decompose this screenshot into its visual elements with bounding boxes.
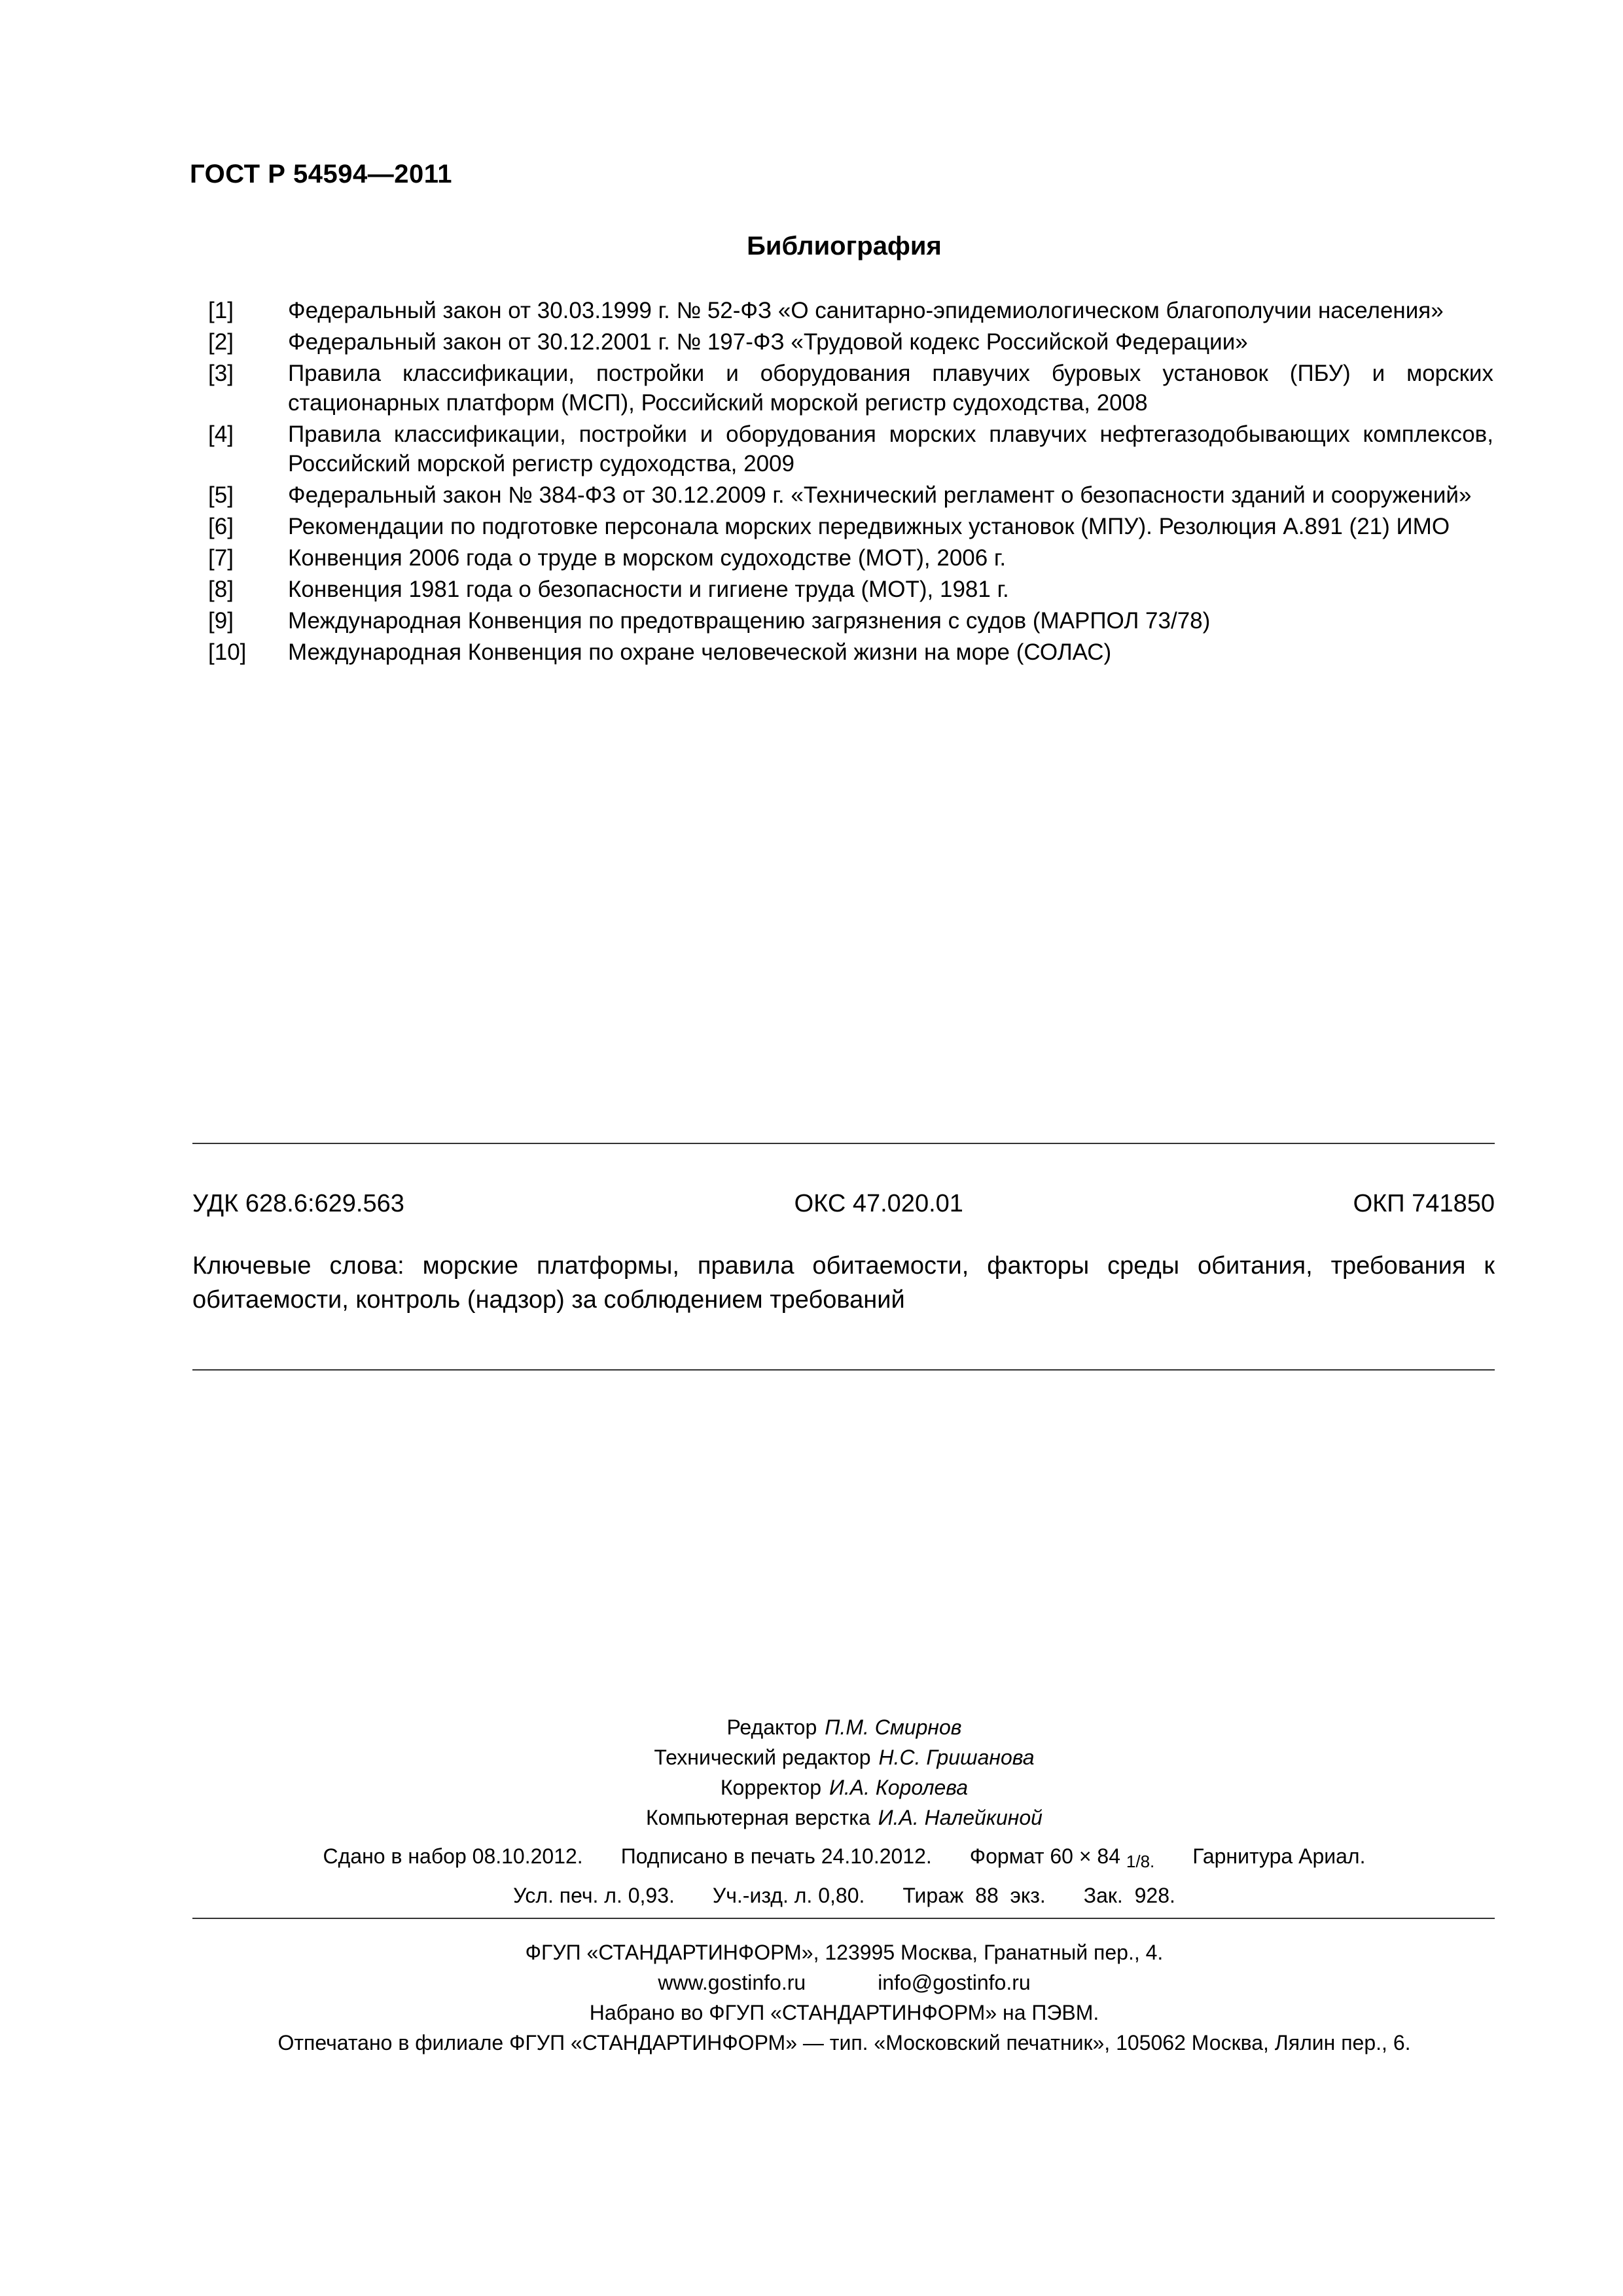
format: Формат 60 × 84 bbox=[969, 1844, 1121, 1868]
item-text: Федеральный закон № 384-ФЗ от 30.12.2009 г. «Технический регламент о безопасности зданий и сооружений» bbox=[288, 482, 1472, 508]
oks-code: ОКС 47.020.01 bbox=[794, 1190, 963, 1217]
role-label: Редактор bbox=[726, 1715, 817, 1739]
role-label: Компьютерная верстка bbox=[646, 1806, 870, 1829]
bibliography-item bbox=[208, 606, 1493, 636]
keywords: Ключевые слова: морские платформы, правила обитаемости, факторы среды обитания, требования к обитаемости, контроль (надзор) за соблюдением требований bbox=[192, 1252, 1495, 1314]
classification-row bbox=[192, 1190, 1495, 1218]
item-number: [1] bbox=[208, 298, 234, 323]
person-name: И.А. Налейкиной bbox=[878, 1806, 1043, 1829]
imprint-line-1 bbox=[0, 1844, 1623, 1869]
publisher-contacts bbox=[0, 1967, 1623, 1998]
item-number: [3] bbox=[208, 361, 234, 386]
bibliography-item bbox=[208, 575, 1493, 604]
bibliography-item bbox=[208, 543, 1493, 573]
staff-credits bbox=[0, 1712, 1623, 1833]
format-fraction: 1/8. bbox=[1126, 1852, 1155, 1871]
divider-top bbox=[192, 1143, 1495, 1144]
submitted-date: Сдано в набор 08.10.2012. bbox=[323, 1844, 583, 1868]
item-text: Рекомендации по подготовке персонала морских передвижных установок (МПУ). Резолюция А.891 (21) ИМО bbox=[288, 514, 1450, 539]
print-sheets: Усл. печ. л. 0,93. bbox=[513, 1884, 675, 1907]
bibliography-item bbox=[208, 480, 1493, 510]
item-number: [2] bbox=[208, 329, 234, 355]
item-number: [9] bbox=[208, 608, 234, 634]
item-text: Федеральный закон от 30.03.1999 г. № 52-ФЗ «О санитарно-эпидемиологическом благополучии населения» bbox=[288, 298, 1444, 323]
bibliography-title: Библиография bbox=[747, 232, 942, 260]
signed-date: Подписано в печать 24.10.2012. bbox=[620, 1844, 932, 1868]
item-text: Международная Конвенция по охране человеческой жизни на море (СОЛАС) bbox=[288, 639, 1112, 665]
imprint-line-2 bbox=[0, 1884, 1623, 1908]
publisher-info bbox=[0, 1937, 1623, 2058]
person-name: П.М. Смирнов bbox=[825, 1715, 962, 1739]
credit-layout bbox=[0, 1803, 1623, 1833]
typeface: Гарнитура Ариал. bbox=[1192, 1844, 1366, 1868]
order-number: Зак. 928. bbox=[1083, 1884, 1175, 1907]
item-number: [6] bbox=[208, 514, 234, 539]
website-link[interactable]: www.gostinfo.ru bbox=[658, 1971, 806, 1994]
bibliography-item bbox=[208, 359, 1493, 418]
item-text: Конвенция 2006 года о труде в морском судоходстве (МОТ), 2006 г. bbox=[288, 545, 1007, 571]
bibliography-item bbox=[208, 420, 1493, 478]
document-code: ГОСТ Р 54594—2011 bbox=[190, 160, 452, 188]
credit-tech-editor bbox=[0, 1742, 1623, 1772]
divider-middle bbox=[192, 1369, 1495, 1371]
item-number: [5] bbox=[208, 482, 234, 508]
item-number: [10] bbox=[208, 639, 247, 665]
item-text: Международная Конвенция по предотвращению загрязнения с судов (МАРПОЛ 73/78) bbox=[288, 608, 1211, 634]
okp-code: ОКП 741850 bbox=[1353, 1190, 1495, 1217]
role-label: Технический редактор bbox=[654, 1746, 871, 1769]
bibliography-list bbox=[208, 296, 1493, 669]
item-text: Правила классификации, постройки и оборудования морских плавучих нефтегазодобывающих комплексов, Российский морской регистр судоходства, 2009 bbox=[288, 422, 1493, 476]
person-name: И.А. Королева bbox=[829, 1776, 969, 1799]
bibliography-item bbox=[208, 637, 1493, 667]
item-number: [7] bbox=[208, 545, 234, 571]
item-number: [4] bbox=[208, 422, 234, 447]
email-link[interactable]: info@gostinfo.ru bbox=[878, 1971, 1031, 1994]
item-text: Правила классификации, постройки и оборудования плавучих буровых установок (ПБУ) и морских стационарных платформ (МСП), Российский морской регистр судоходства, 2008 bbox=[288, 361, 1493, 416]
publishing-sheets: Уч.-изд. л. 0,80. bbox=[712, 1884, 865, 1907]
circulation: Тираж 88 экз. bbox=[902, 1884, 1046, 1907]
item-text: Конвенция 1981 года о безопасности и гигиене труда (МОТ), 1981 г. bbox=[288, 577, 1009, 602]
typesetting-note: Набрано во ФГУП «СТАНДАРТИНФОРМ» на ПЭВМ. bbox=[589, 2001, 1099, 2024]
bibliography-item bbox=[208, 512, 1493, 541]
printing-note: Отпечатано в филиале ФГУП «СТАНДАРТИНФОРМ» — тип. «Московский печатник», 105062 Москва, Лялин пер., 6. bbox=[277, 2031, 1411, 2054]
role-label: Корректор bbox=[720, 1776, 821, 1799]
person-name: Н.С. Гришанова bbox=[878, 1746, 1035, 1769]
item-text: Федеральный закон от 30.12.2001 г. № 197-ФЗ «Трудовой кодекс Российской Федерации» bbox=[288, 329, 1248, 355]
divider-bottom bbox=[192, 1918, 1495, 1919]
credit-editor bbox=[0, 1712, 1623, 1742]
bibliography-item bbox=[208, 327, 1493, 357]
item-number: [8] bbox=[208, 577, 234, 602]
bibliography-item bbox=[208, 296, 1493, 325]
udk-code: УДК 628.6:629.563 bbox=[192, 1190, 404, 1217]
credit-corrector bbox=[0, 1772, 1623, 1803]
publisher-address: ФГУП «СТАНДАРТИНФОРМ», 123995 Москва, Гранатный пер., 4. bbox=[525, 1941, 1164, 1964]
